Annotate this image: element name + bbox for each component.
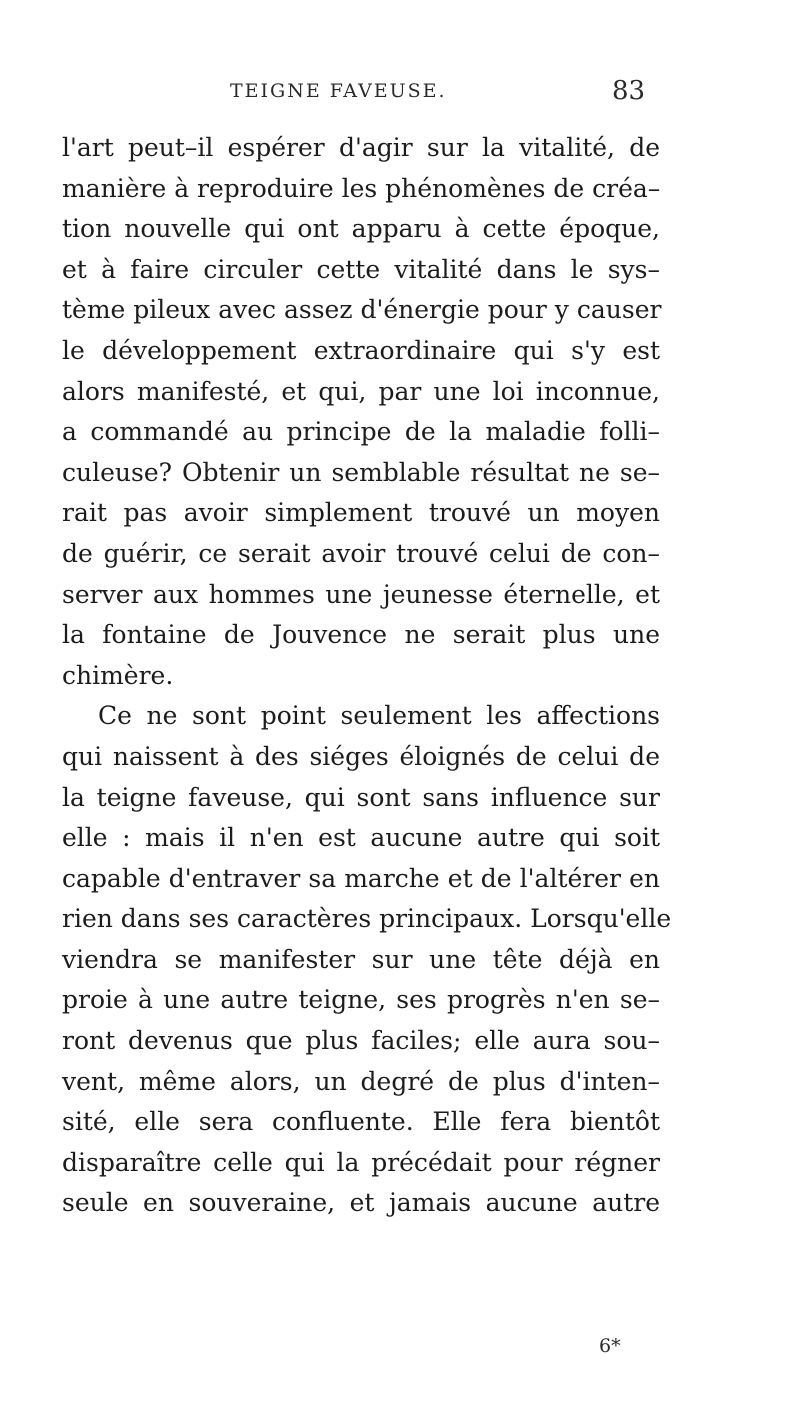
text-line: tion nouvelle qui ont apparu à cette époque, [62,214,660,244]
text-line: viendra se manifester sur une tête déjà en [62,944,660,974]
text-line: proie à une autre teigne, ses progrès n'en se– [62,985,660,1015]
running-head [0,76,800,116]
text-line: seule en souveraine, et jamais aucune autre [62,1188,660,1218]
text-line: rait pas avoir simplement trouvé un moyen [62,498,660,528]
text-line: sité, elle sera confluente. Elle fera bientôt [62,1107,660,1137]
body-text [62,128,672,1224]
text-line: qui naissent à des siéges éloignés de celui de [62,741,660,771]
text-line: alors manifesté, et qui, par une loi inconnue, [62,376,660,406]
text-line: le développement extraordinaire qui s'y est [62,335,660,365]
paragraph-start-line: Ce ne sont point seulement les affections [98,701,660,731]
signature-mark: 6* [599,1335,621,1357]
text-line: rien dans ses caractères principaux. Lorsqu'elle [62,904,672,934]
text-line: manière à reproduire les phénomènes de créa– [62,173,661,203]
text-line: a commandé au principe de la maladie folli– [62,417,660,447]
text-line: disparaître celle qui la précédait pour régner [62,1147,660,1177]
text-line: culeuse? Obtenir un semblable résultat ne se– [62,457,660,487]
text-line: et à faire circuler cette vitalité dans le sys– [62,254,660,284]
text-line: capable d'entraver sa marche et de l'altérer en [62,863,660,893]
text-line: elle : mais il n'en est aucune autre qui soit [62,823,660,853]
text-line: tème pileux avec assez d'énergie pour y causer [62,295,662,325]
text-line: vent, même alors, un degré de plus d'inten– [62,1066,660,1096]
text-line: la teigne faveuse, qui sont sans influence sur [62,782,660,812]
text-line: la fontaine de Jouvence ne serait plus une [62,620,660,650]
page-number: 83 [612,76,646,106]
text-line: ront devenus que plus faciles; elle aura sou– [62,1026,660,1056]
paragraph-end-line: chimère. [62,660,174,690]
text-line: de guérir, ce serait avoir trouvé celui de con– [62,538,660,568]
text-line: l'art peut–il espérer d'agir sur la vitalité, de [62,133,660,162]
running-title: TEIGNE FAVEUSE. [230,80,447,102]
text-line: server aux hommes une jeunesse éternelle, et [62,579,660,609]
